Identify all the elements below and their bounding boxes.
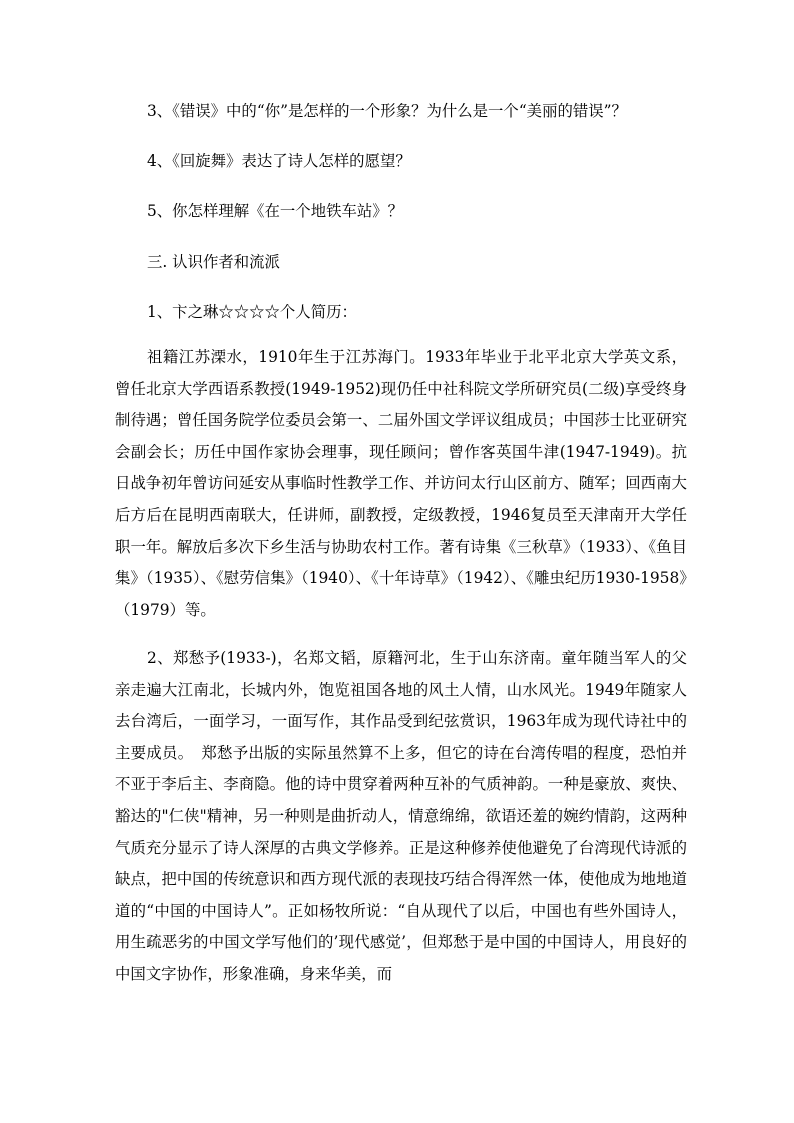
question-5: 5、你怎样理解《在一个地铁车站》？ bbox=[147, 202, 404, 220]
question-3: 3、《错误》中的“你”是怎样的一个形象？为什么是一个“美丽的错误”？ bbox=[147, 102, 627, 120]
paragraph-bian-zhilin-bio: 祖籍江苏溧水，1910年生于江苏海门。1933年毕业于北平北京大学英文系，曾任北京大学西语系教授(1949-1952)现仍任中社科院文学所研究员(二级)享受终身制待遇；曾任国务院学位委员会第一、二届外国文学评议组成员；中国莎士比亚研究会副会长；历任中国作家协会理事，现任顾问；曾作客英国牛津(1947-1949)。抗日战争初年曾访问延安从事临时性教学工作、并访问太行山区前方、随军；回西南大后方后在昆明西南联大，任讲师，副教授，定级教授，1946复员至天津南开大学任职一年。解放后多次下乡生活与协助农村工作。著有诗集《三秋草》（1933）、《鱼目集》（1935）、《慰劳信集》（1940）、《十年诗草》（1942）、《雕虫纪历1930-1958》（1979）等。 bbox=[115, 348, 687, 619]
section-heading: 三. 认识作者和流派 bbox=[147, 253, 280, 271]
paragraph-zheng-chouyu-bio: 2、郑愁予(1933-)，名郑文韬，原籍河北，生于山东济南。童年随当军人的父亲走遍大江南北，长城内外，饱览祖国各地的风土人情，山水风光。1949年随家人去台湾后，一面学习，一面写作，其作品受到纪弦赏识，1963年成为现代诗社中的主要成员。 郑愁予出版的实际虽然算不上多，但它的诗在台湾传唱的程度，恐怕并不亚于李后主、李商隐。他的诗中贯穿着两种互补的气质神韵。一种是豪放、爽快、豁达的"仁侠"精神，另一种则是曲折动人，情意绵绵，欲语还羞的婉约情韵，这两种气质充分显示了诗人深厚的古典文学修养。正是这种修养使他避免了台湾现代诗派的缺点，把中国的传统意识和西方现代派的表现技巧结合得浑然一体，使他成为地地道道的“中国的中国诗人”。正如杨牧所说：“自从现代了以后，中国也有些外国诗人，用生疏恶劣的中国文学写他们的’现代感觉’，但郑愁于是中国的中国诗人，用良好的中国文字协作，形象准确，身来华美，而 bbox=[115, 649, 687, 983]
subheading-bian-zhilin: 1、卞之琳☆☆☆☆个人简历： bbox=[147, 303, 357, 321]
question-4: 4、《回旋舞》表达了诗人怎样的愿望？ bbox=[147, 152, 411, 170]
